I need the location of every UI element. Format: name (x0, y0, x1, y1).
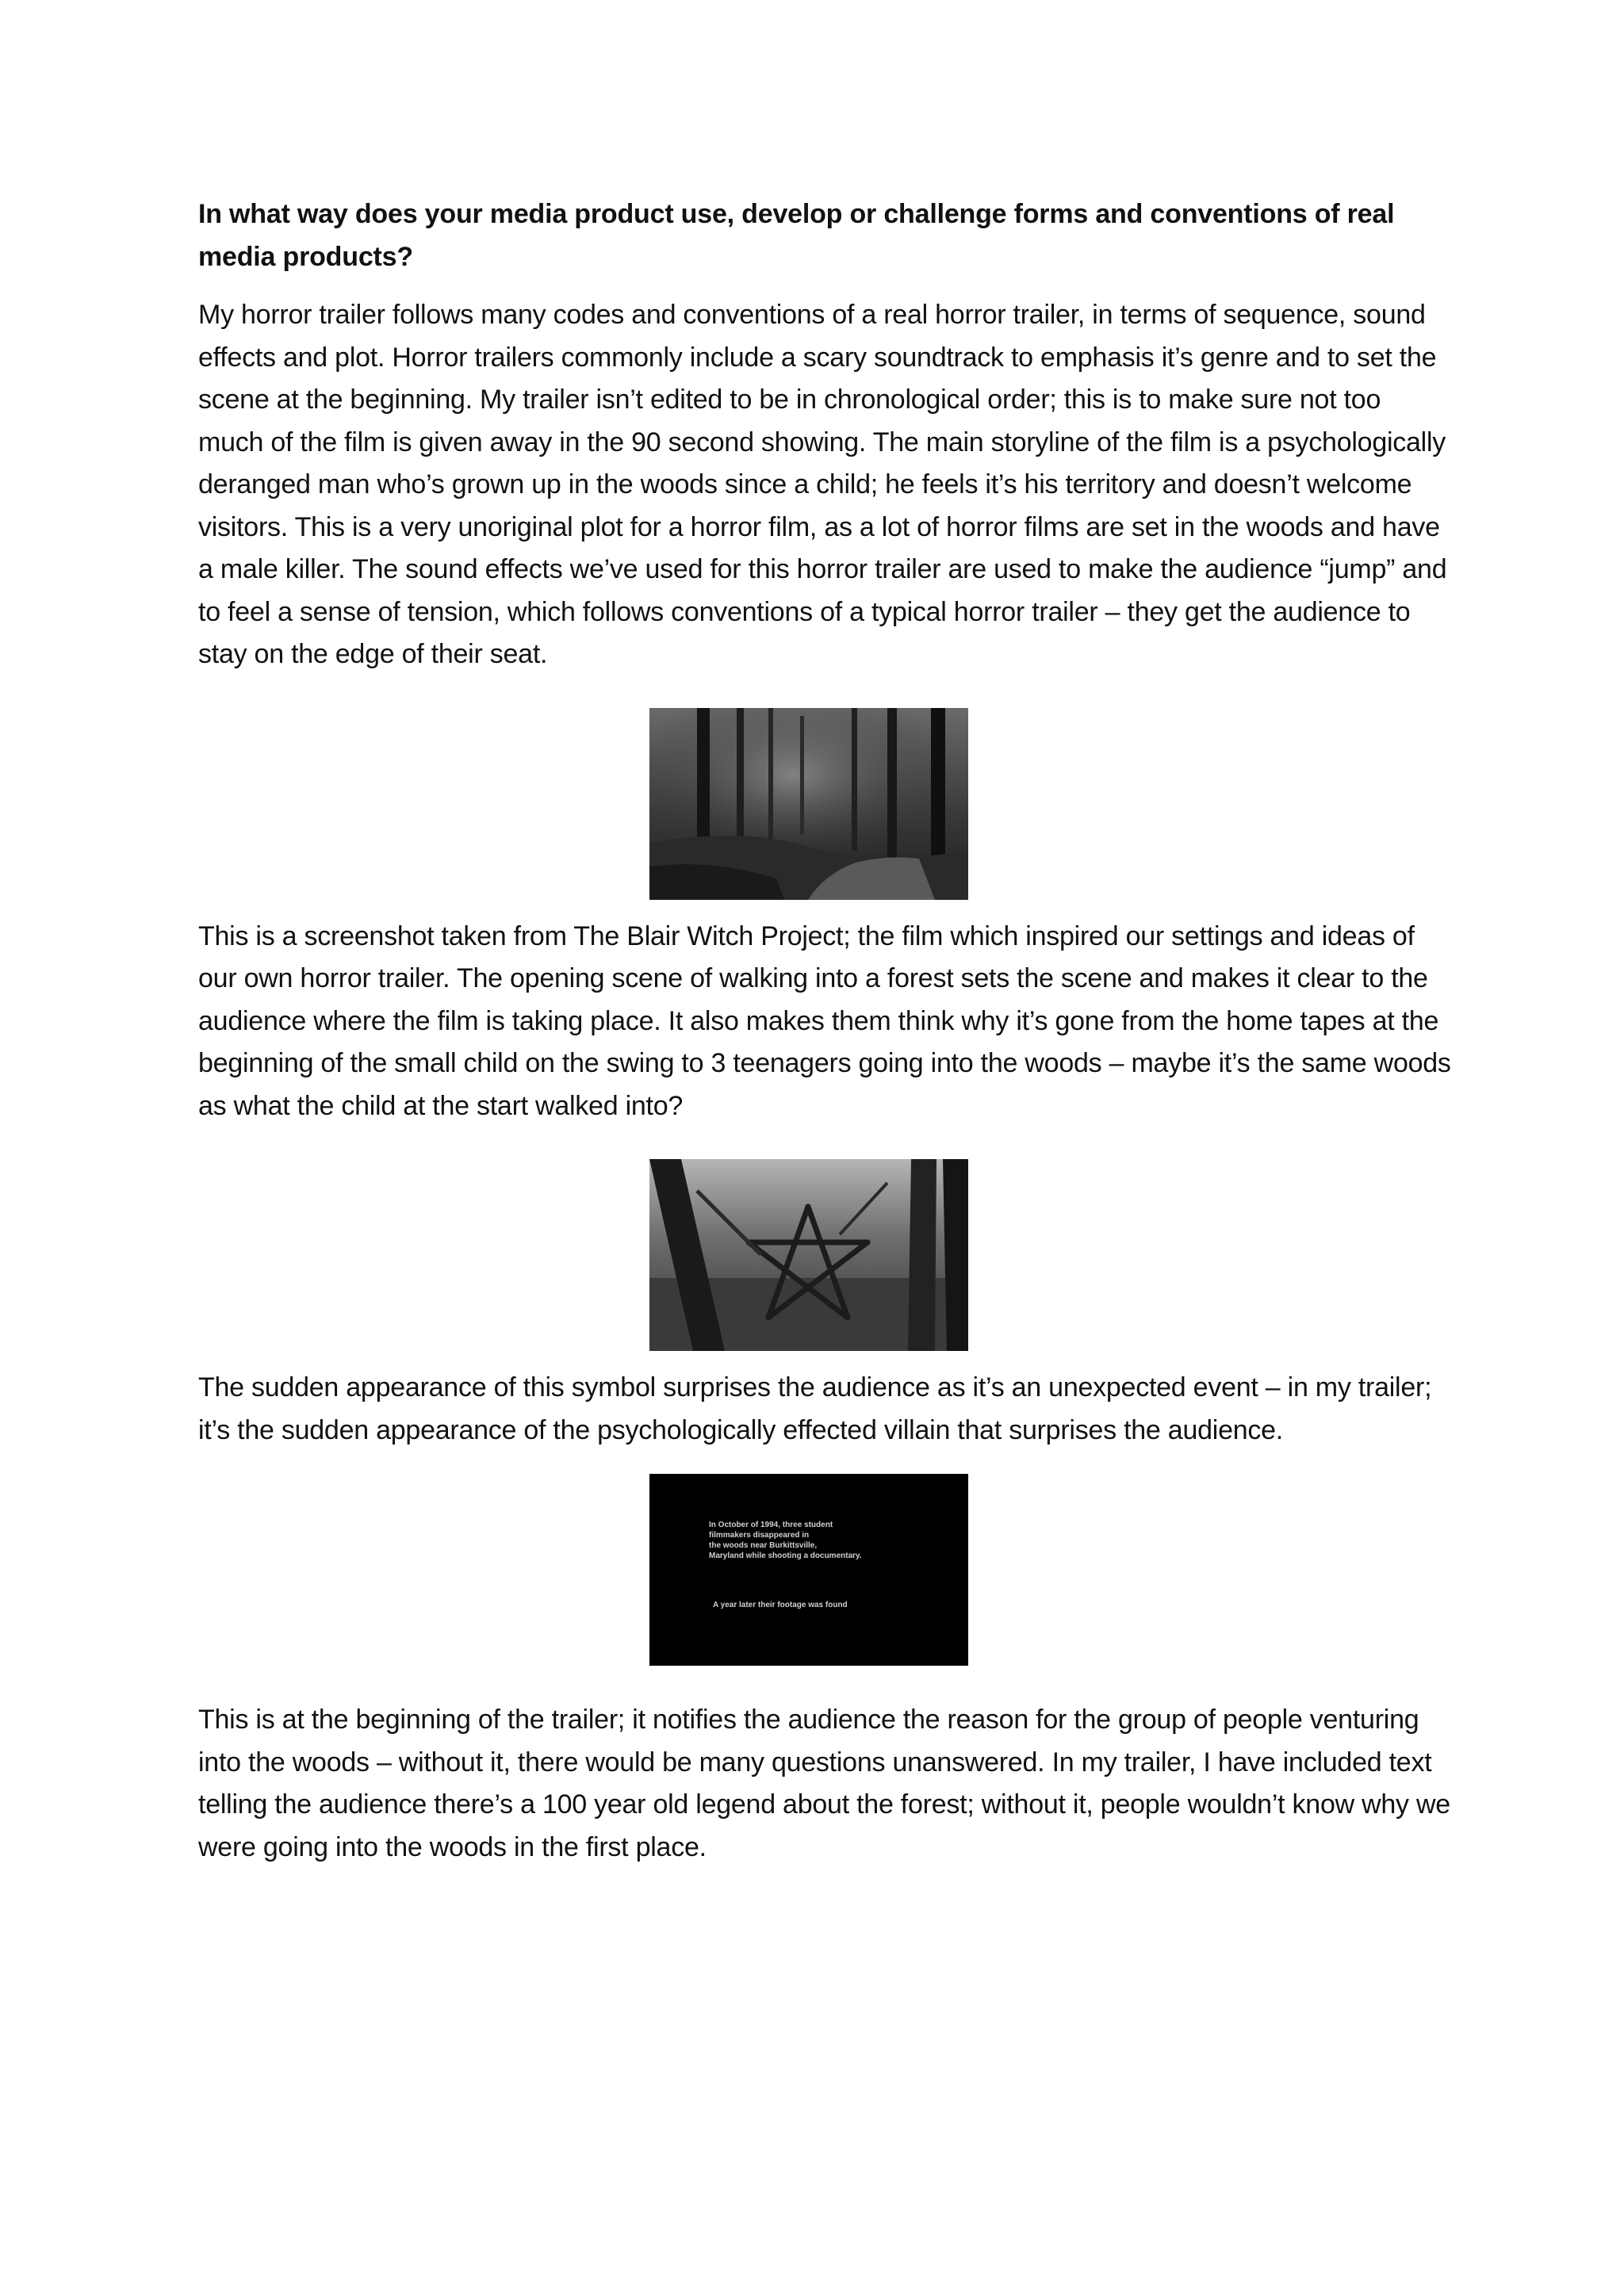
opening-text-lines: In October of 1994, three student filmmakers disappeared in the woods near Burkittsville, Maryland while shooting a documentary. (709, 1521, 862, 1560)
opening-text-screenshot (649, 1474, 968, 1666)
forest-path-screenshot (649, 708, 968, 900)
forest-path-image (649, 708, 968, 900)
document-heading: In what way does your media product use, develop or challenge forms and conventions of real media products? (198, 199, 1395, 272)
paragraph-2: This is a screenshot taken from The Blair Witch Project; the film which inspired our settings and ideas of our own horror trailer. The opening scene of walking into a forest sets the scene and makes it clear to the audience where the film is taking place. It also makes them think why it’s gone from the home tapes at the beginning of the small child on the swing to 3 teenagers going into the woods – maybe it’s the same woods as what the child at the start walked into? (198, 920, 1451, 1121)
paragraph-1: My horror trailer follows many codes and conventions of a real horror trailer, in terms of sequence, sound effects and plot. Horror trailers commonly include a scary soundtrack to emphasis it’s genre and to set the scene at the beginning. My trailer isn’t edited to be in chronological order; this is to make sure not too much of the film is given away in the 90 second showing. The main storyline of the film is a psychologically deranged man who’s grown up in the woods since a child; he feels it’s his territory and doesn’t welcome visitors. This is a very unoriginal plot for a horror film, as a lot of horror films are set in the woods and have a male killer. The sound effects we’ve used for this horror trailer are used to make the audience “jump” and to feel a sense of tension, which follows conventions of a typical horror trailer – they get the audience to stay on the edge of their seat. (198, 300, 1447, 669)
stick-symbol-screenshot (649, 1159, 968, 1351)
paragraph-4: This is at the beginning of the trailer; it notifies the audience the reason for the group of people venturing into the woods – without it, there would be many questions unanswered. In my trailer, I have included text telling the audience there’s a 100 year old legend about the forest; without it, people wouldn’t know why we were going into the woods in the first place. (198, 1705, 1450, 1862)
opening-text-footage: A year later their footage was found (713, 1601, 848, 1609)
stick-symbol-image (649, 1159, 968, 1351)
paragraph-3: The sudden appearance of this symbol surprises the audience as it’s an unexpected event – in my trailer; it’s the sudden appearance of the psychologically effected villain that surprises the audience. (198, 1372, 1432, 1445)
document-page (198, 193, 1451, 1869)
